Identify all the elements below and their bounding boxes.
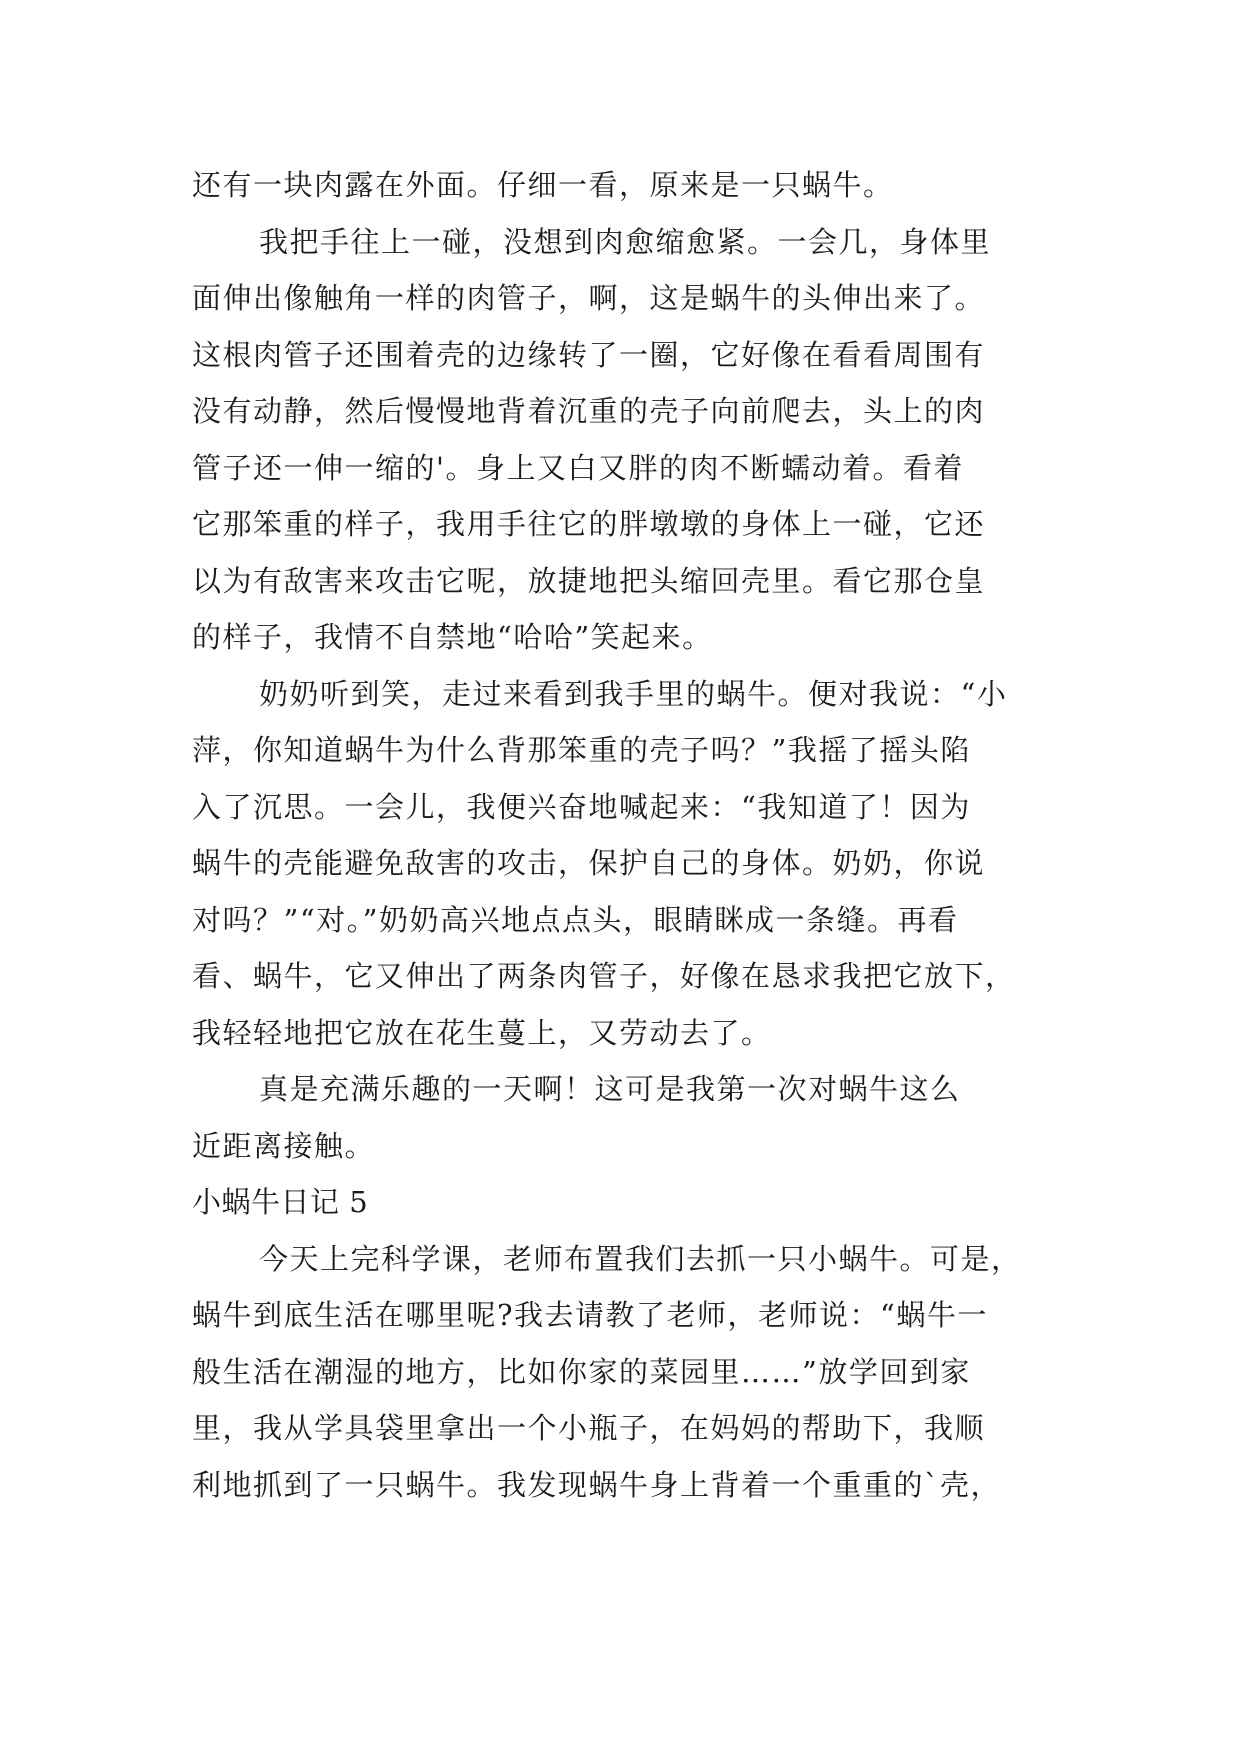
text-line: 还有一块肉露在外面。仔细一看，原来是一只蜗牛。 (192, 168, 894, 202)
text-line: 面伸出像触角一样的肉管子，啊，这是蜗牛的头伸出来了。 (192, 281, 986, 315)
text-line: 萍，你知道蜗牛为什么背那笨重的壳子吗？”我摇了摇头陷 (192, 733, 971, 767)
text-line: 管子还一伸一缩的'。身上又白又胖的肉不断蠕动着。看着 (192, 450, 964, 485)
text-line: 般生活在潮湿的地方，比如你家的菜园里……”放学回到家 (192, 1354, 971, 1389)
section-heading: 小蜗牛日记 5 (192, 1185, 369, 1219)
text-line: 的样子，我情不自禁地“哈哈”笑起来。 (192, 620, 713, 654)
text-line: 我轻轻地把它放在花生蔓上，又劳动去了。 (192, 1015, 772, 1050)
text-line: 对吗？”“对。”奶奶高兴地点点头，眼睛眯成一条缝。再看 (192, 902, 959, 937)
text-line: 这根肉管子还围着壳的边缘转了一圈，它好像在看看周围有 (192, 337, 986, 372)
text-line: 没有动静，然后慢慢地背着沉重的壳子向前爬去，头上的肉 (192, 394, 986, 428)
text-line: 入了沉思。一会儿，我便兴奋地喊起来：“我知道了！因为 (192, 789, 971, 824)
text-line: 看、蜗牛，它又伸出了两条肉管子，好像在恳求我把它放下， (192, 959, 1016, 993)
text-line: 近距离接触。 (192, 1128, 376, 1163)
text-line: 以为有敌害来攻击它呢，放捷地把头缩回壳里。看它那仓皇 (192, 563, 986, 598)
paragraph-start-line: 奶奶听到笑，走过来看到我手里的蜗牛。便对我说：“小 (259, 676, 1008, 711)
document-body (192, 157, 1072, 1513)
paragraph-start-line: 我把手往上一碰，没想到肉愈缩愈紧。一会几，身体里 (259, 224, 992, 259)
text-line: 利地抓到了一只蜗牛。我发现蜗牛身上背着一个重重的`壳， (192, 1467, 1002, 1502)
text-line: 里，我从学具袋里拿出一个小瓶子，在妈妈的帮助下，我顺 (192, 1411, 986, 1445)
paragraph-start-line: 真是充满乐趣的一天啊！这可是我第一次对蜗牛这么 (259, 1072, 961, 1106)
text-line: 它那笨重的样子，我用手往它的胖墩墩的身体上一碰，它还 (192, 507, 986, 541)
paragraph-start-line: 今天上完科学课，老师布置我们去抓一只小蜗牛。可是， (259, 1241, 1022, 1276)
text-line: 蜗牛的壳能避免敌害的攻击，保护自己的身体。奶奶，你说 (192, 846, 986, 880)
text-line: 蜗牛到底生活在哪里呢?我去请教了老师，老师说：“蜗牛一 (192, 1298, 988, 1332)
